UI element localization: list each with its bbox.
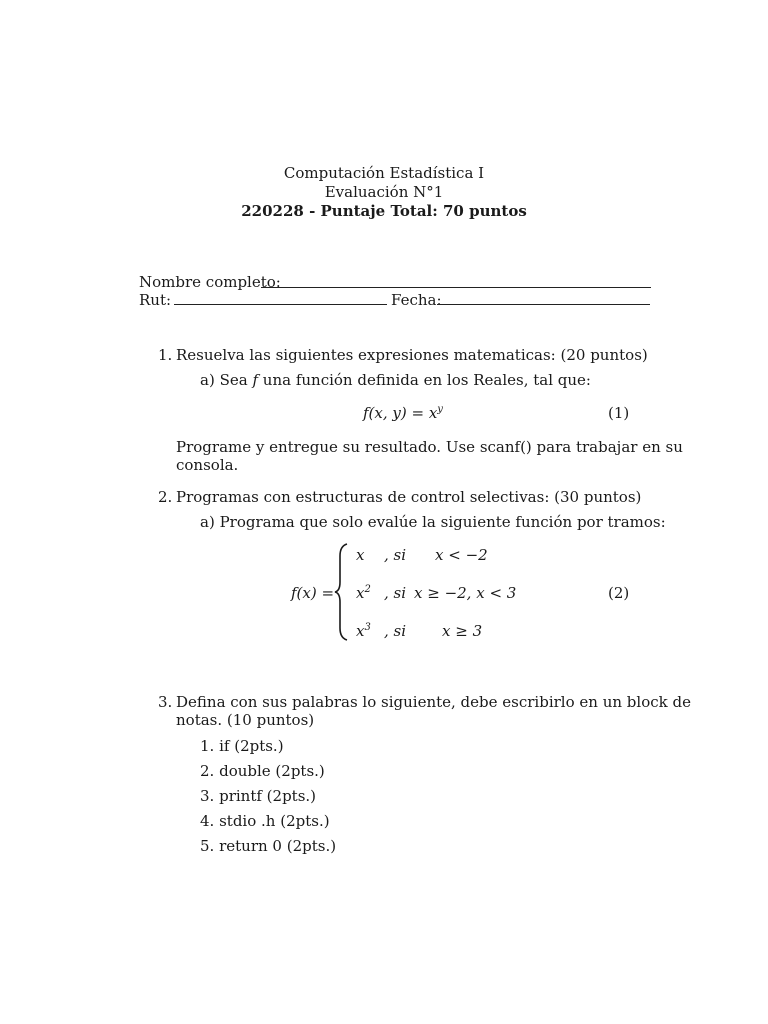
q2-text: Programas con estructuras de control selectivas: (30 puntos) [176,488,642,506]
case-1-si: , si [384,546,407,564]
date-label: Fecha: [391,291,442,309]
name-field-line[interactable] [261,287,651,288]
list-item: 4. stdio .h (2pts.) [200,812,330,830]
q3-text-line1: Defina con sus palabras lo siguiente, debe escribirlo en un block de [176,693,691,711]
rut-label: Rut: [139,291,172,309]
rut-field-line[interactable] [174,304,387,305]
name-label: Nombre completo: [139,273,281,291]
case-3-condition: x ≥ 3 [442,622,483,640]
list-item: 3. printf (2pts.) [200,787,317,805]
q1-part-a: a) Sea f una función definida en los Reales, tal que: [200,371,591,389]
list-item: 2. double (2pts.) [200,762,325,780]
left-brace [334,542,350,642]
case-1-condition: x < −2 [435,546,488,564]
case-3-expr: $x^3$ [356,622,371,640]
q1-instruction-line1: Programe y entregue su resultado. Use scanf() para trabajar en su [176,438,683,456]
q1-equation: f(x, $y) = x^y$ [363,404,443,422]
score-subtitle: 220228 - Puntaje Total: 70 puntos [241,202,527,220]
case-2-si: , si [384,584,407,602]
case-2-expr: $x^2$ [356,584,371,602]
q2-equation-number: (2) [608,584,630,602]
q1-equation-number: (1) [608,404,630,422]
list-item: 1. if (2pts.) [200,737,284,755]
q3-number: 3. [158,693,173,711]
q1-number: 1. [158,346,173,364]
course-title: Computación Estadística I [283,164,485,182]
date-field-line[interactable] [437,304,650,305]
case-3-si: , si [384,622,407,640]
list-item: 5. return 0 (2pts.) [200,837,337,855]
q3-text-line2: notas. (10 puntos) [176,711,315,729]
q1-instruction-line2: consola. [176,456,239,474]
q1-text: Resuelva las siguientes expresiones matematicas: (20 puntos) [176,346,648,364]
case-2-condition: x ≥ −2, x < 3 [414,584,517,602]
evaluation-title: Evaluación N°1 [324,183,444,201]
q2-part-a: a) Programa que solo evalúe la siguiente función por tramos: [200,513,666,531]
q2-equation-lhs: f(x) = [291,584,335,602]
case-1-expr: x [356,546,365,564]
q2-number: 2. [158,488,173,506]
